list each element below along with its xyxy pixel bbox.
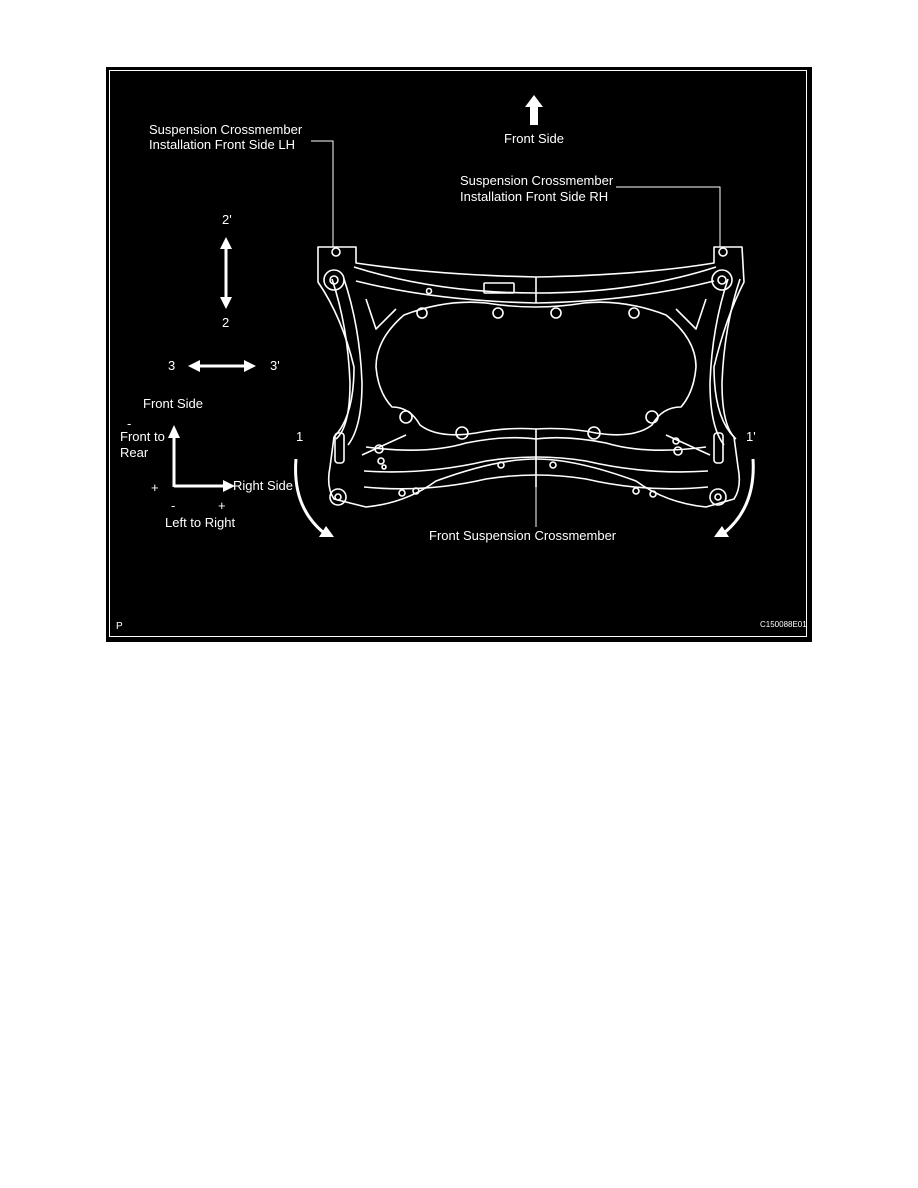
legend-rear-label: Rear [120, 445, 149, 460]
rotation-arrow-icon [296, 459, 754, 533]
vertical-double-arrow-icon [220, 237, 232, 309]
lh-install-label-line1: Suspension Crossmember [149, 122, 303, 137]
front-arrow-icon [525, 95, 543, 125]
diagram-artwork [106, 67, 812, 642]
rh-install-label-line2: Installation Front Side RH [460, 189, 609, 204]
legend-left-to-right-label: Left to Right [165, 515, 236, 530]
legend-front-side-label: Front Side [143, 396, 203, 411]
legend-plus-bottom: + [218, 498, 226, 513]
legend-right-side-label: Right Side [233, 478, 293, 493]
direction-2-prime-label: 2' [222, 212, 232, 227]
corner-p-label: P [116, 621, 123, 632]
legend-plus-left: + [151, 480, 159, 495]
rh-install-label-line1: Suspension Crossmember [460, 173, 614, 188]
legend-minus-bottom: - [171, 498, 176, 513]
crossmember-drawing [318, 247, 744, 507]
figure-code-label: C150088E01 [760, 620, 807, 629]
direction-3-label: 3 [168, 358, 176, 373]
part-name-label: Front Suspension Crossmember [429, 528, 617, 543]
rotation-1-label: 1 [296, 429, 304, 444]
legend-front-to-label: Front to [120, 429, 165, 444]
axis-legend-icon [168, 425, 235, 492]
front-side-top-label: Front Side [504, 131, 564, 146]
lh-install-label-line2: Installation Front Side LH [149, 137, 295, 152]
diagram-figure [106, 67, 812, 642]
legend-minus-top: - [127, 416, 132, 431]
direction-2-label: 2 [222, 315, 230, 330]
direction-3-prime-label: 3' [270, 358, 280, 373]
rotation-1-prime-label: 1' [746, 429, 756, 444]
horizontal-double-arrow-icon [188, 360, 256, 372]
